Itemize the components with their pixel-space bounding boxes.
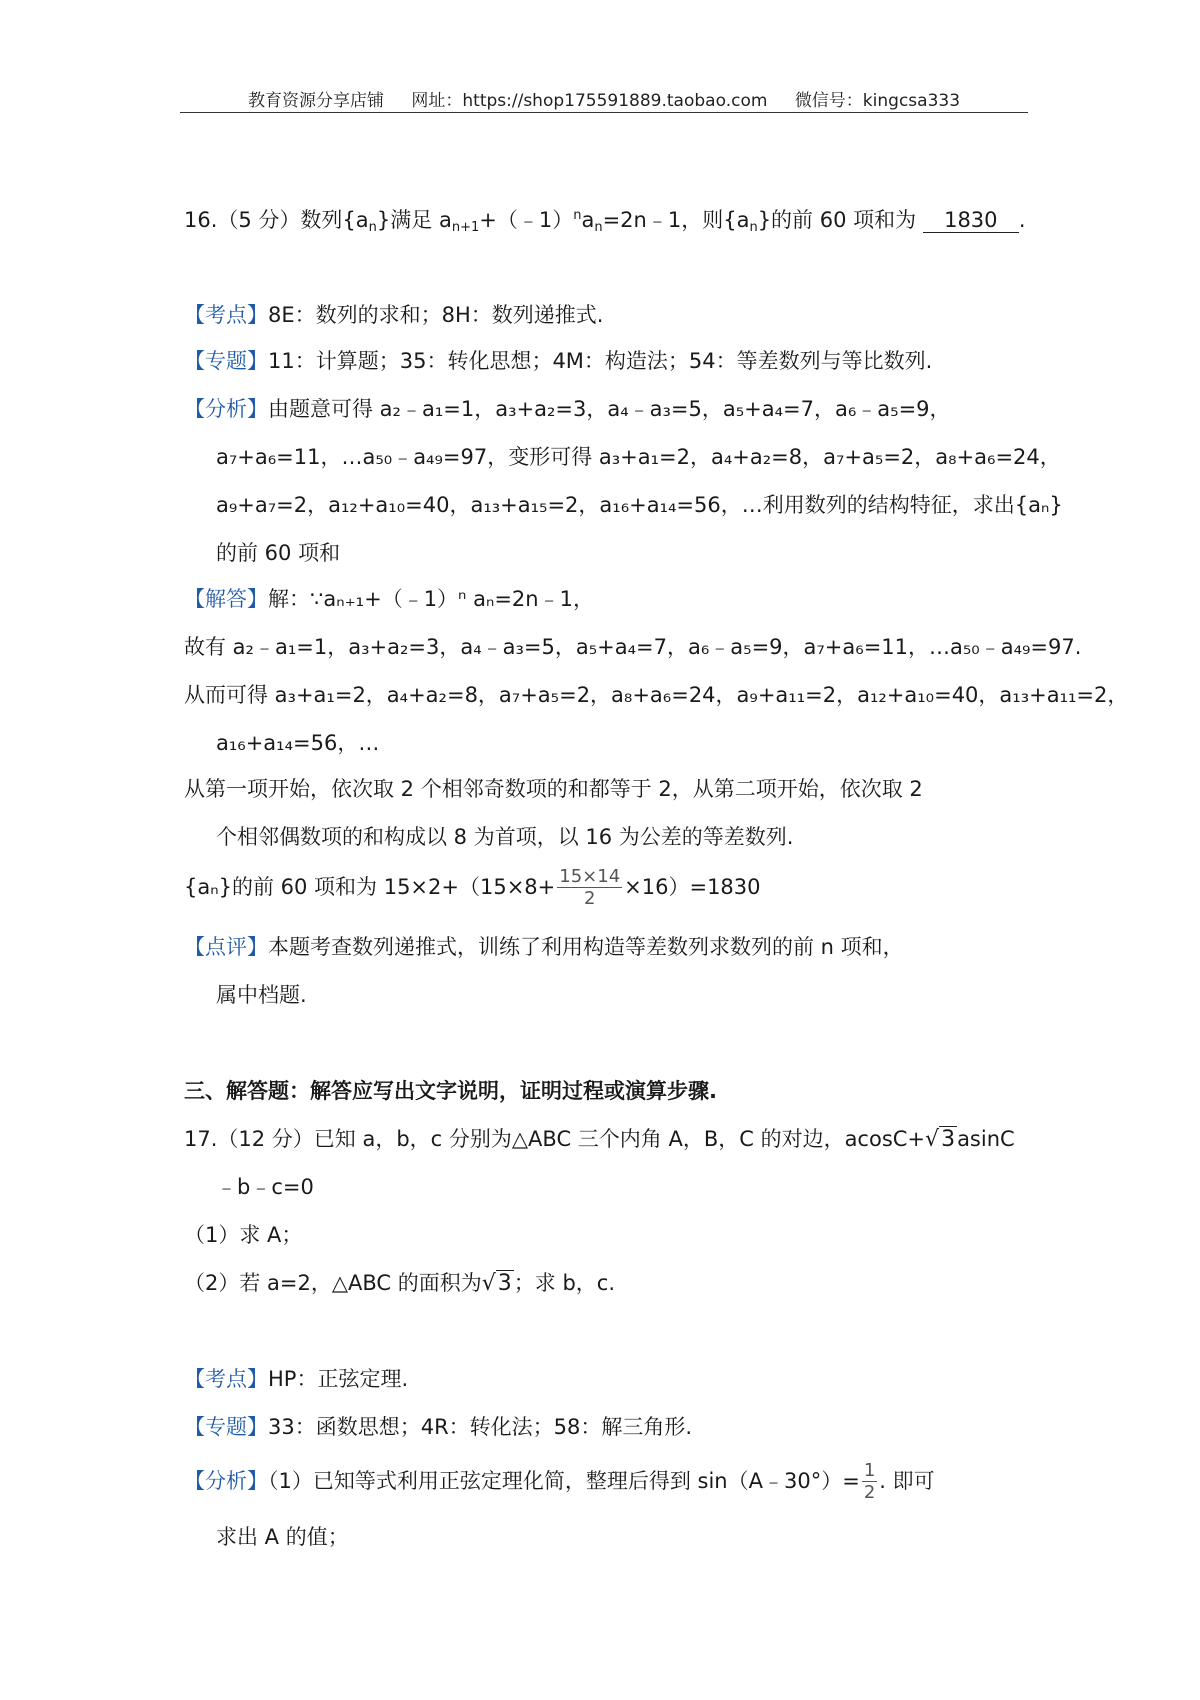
fenxi-line: 的前 60 项和 [216,541,341,565]
q16-text: 16.（5 分）数列{a [184,208,369,232]
dianping-line: 本题考查数列递推式，训练了利用构造等差数列求数列的前 n 项和， [268,935,904,959]
a17-kaodian [184,1364,408,1394]
a16-fenxi [184,394,951,424]
zhuanti-tag: 【专题】 [184,1415,268,1439]
sum-fraction [557,868,622,908]
q16-sub: n+1 [451,220,480,235]
q16-sub: n [749,220,758,235]
fenxi-line: a₉+a₇=2，a₁₂+a₁₀=40，a₁₃+a₁₅=2，a₁₆+a₁₄=56，…利用数列的结构特征，求出{aₙ} [216,493,1063,517]
a16-jieda [184,584,594,614]
question-17 [184,1124,1015,1155]
jieda-line: 从第一项开始，依次取 2 个相邻奇数项的和都等于 2，从第二项开始，依次取 2 [184,777,923,801]
half-fraction [862,1462,877,1502]
a17-fenxi [184,1462,935,1502]
header-shop: 教育资源分享店铺 [247,91,384,111]
q16-text: }满足 a [376,208,452,232]
jieda-line: 解：∵aₙ₊₁+（﹣1）ⁿ aₙ=2n﹣1， [268,587,594,611]
a16-kaodian [184,300,603,330]
sqrt-radicand: 3 [941,1127,956,1152]
fenxi-tag: 【分析】 [184,397,268,421]
q16-text: a [581,208,595,232]
q17-part-1: （1）求 A； [184,1223,303,1247]
q16-text: }的前 60 项和为 [757,208,917,232]
zhuanti-text: 33：函数思想；4R：转化法；58：解三角形. [268,1415,693,1439]
sum-suffix: ×16）=1830 [624,875,761,899]
fraction-denominator: 2 [583,888,596,909]
sum-prefix: {aₙ}的前 60 项和为 15×2+（15×8+ [184,875,556,899]
question-16 [184,205,1026,235]
header-url: 网址：https://shop175591889.taobao.com [411,91,768,111]
jieda-line: a₁₆+a₁₄=56，… [216,731,380,755]
a16-dianping [184,932,904,962]
fraction-denominator: 2 [863,1482,876,1503]
fraction-numerator: 1 [863,1460,876,1481]
fenxi-line: 由题意可得 a₂﹣a₁=1，a₃+a₂=3，a₄﹣a₃=5，a₅+a₄=7，a₆﹣a₅=9， [268,397,951,421]
jieda-line: 故有 a₂﹣a₁=1，a₃+a₂=3，a₄﹣a₃=5，a₅+a₄=7，a₆﹣a₅=9，a₇+a₆=11，…a₅₀﹣a₄₉=97. [184,635,1082,659]
q17-text: （2）若 a=2，△ABC 的面积为 [184,1271,482,1295]
zhuanti-tag: 【专题】 [184,349,268,373]
jieda-sum-line [184,868,761,908]
jieda-line: 从而可得 a₃+a₁=2，a₄+a₂=8，a₇+a₅=2，a₈+a₆=24，a₉+a₁₁=2，a₁₂+a₁₀=40，a₁₃+a₁₁=2， [184,683,1129,707]
q16-text: =2n﹣1，则{a [602,208,750,232]
section-3-title: 三、解答题：解答应写出文字说明，证明过程或演算步骤. [184,1079,717,1103]
sqrt-symbol: √3 [481,1271,512,1296]
q17-text: asinC [957,1127,1015,1151]
q17-part-2 [184,1268,615,1299]
a17-zhuanti [184,1412,692,1442]
kaodian-tag: 【考点】 [184,303,268,327]
fenxi-tag: 【分析】 [184,1469,268,1493]
header-divider [180,112,1028,113]
fenxi-text: （1）已知等式利用正弦定理化简，整理后得到 sin（A﹣30°）= [268,1469,860,1493]
sqrt-radicand: 3 [497,1271,512,1296]
q17-text: 17.（12 分）已知 a，b，c 分别为△ABC 三个内角 A，B，C 的对边，acosC+ [184,1127,926,1151]
kaodian-tag: 【考点】 [184,1367,268,1391]
q17-text: ；求 b，c. [513,1271,616,1295]
jieda-tag: 【解答】 [184,587,268,611]
kaodian-text: 8E：数列的求和；8H：数列递推式. [268,303,604,327]
dianping-line: 属中档题. [216,983,307,1007]
fenxi-line: 求出 A 的值； [216,1525,349,1549]
fenxi-text: . 即可 [879,1469,935,1493]
fenxi-line: a₇+a₆=11，…a₅₀﹣a₄₉=97，变形可得 a₃+a₁=2，a₄+a₂=8，a₇+a₅=2，a₈+a₆=24， [216,445,1061,469]
q16-sub: n [368,220,377,235]
dianping-tag: 【点评】 [184,935,268,959]
jieda-line: 个相邻偶数项的和构成以 8 为首项，以 16 为公差的等差数列. [216,825,794,849]
sqrt-symbol: √3 [925,1127,956,1152]
q16-text: . [1018,208,1026,232]
page-header [180,86,1028,111]
q17-line: ﹣b﹣c=0 [216,1175,314,1199]
kaodian-text: HP：正弦定理. [268,1367,409,1391]
zhuanti-text: 11：计算题；35：转化思想；4M：构造法；54：等差数列与等比数列. [268,349,933,373]
q16-sub: n [594,220,603,235]
header-wechat: 微信号：kingcsa333 [794,91,961,111]
fraction-numerator: 15×14 [559,866,621,887]
q16-text: +（﹣1） [479,208,574,232]
a16-zhuanti [184,346,932,376]
q16-sup: n [573,208,582,223]
q16-answer: 1830 [923,208,1019,233]
